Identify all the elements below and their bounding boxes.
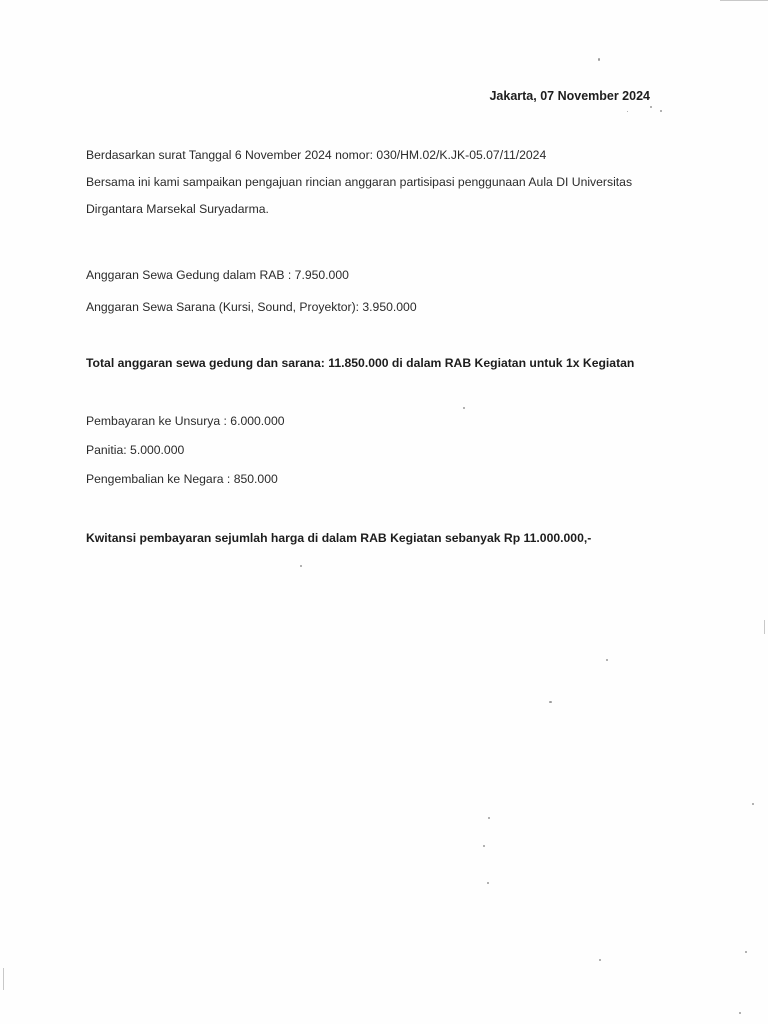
scan-speck [487,882,489,884]
letter-place-date: Jakarta, 07 November 2024 [489,89,650,103]
intro-paragraph [86,142,646,223]
scan-speck [549,701,552,703]
payment-line-state-refund: Pengembalian ke Negara : 850.000 [86,472,278,486]
payment-line-committee: Panitia: 5.000.000 [86,443,185,457]
intro-line-reference: Berdasarkan surat Tanggal 6 November 2024 nomor: 030/HM.02/K.JK-05.07/11/2024 [86,148,547,162]
budget-list [86,262,417,326]
scan-speck [660,110,662,112]
receipt-statement: Kwitansi pembayaran sejumlah harga di dalam RAB Kegiatan sebanyak Rp 11.000.000,- [86,531,592,545]
payment-breakdown-list [86,408,285,495]
scan-speck [599,959,601,961]
scan-speck [463,407,465,409]
scan-speck [300,565,302,567]
scan-speck [483,845,485,847]
intro-line-university: Dirgantara Marsekal Suryadarma. [86,202,269,216]
scan-speck [752,803,754,805]
scan-edge-mark [3,968,4,990]
scan-speck [627,111,628,112]
budget-line-facilities: Anggaran Sewa Sarana (Kursi, Sound, Proyektor): 3.950.000 [86,300,417,314]
scan-edge-mark [720,0,768,1]
scan-speck [606,659,608,661]
scan-edge-mark [764,620,765,634]
intro-line-submission: Bersama ini kami sampaikan pengajuan rincian anggaran partisipasi penggunaan Aula DI Universitas [86,175,633,189]
scan-speck [598,58,600,61]
scan-speck [739,1012,741,1014]
budget-line-building: Anggaran Sewa Gedung dalam RAB : 7.950.000 [86,268,349,282]
scan-speck [650,106,652,108]
total-budget-statement: Total anggaran sewa gedung dan sarana: 11.850.000 di dalam RAB Kegiatan untuk 1x Kegiatan [86,356,635,370]
scan-speck [488,817,490,819]
payment-line-unsurya: Pembayaran ke Unsurya : 6.000.000 [86,414,285,428]
scan-speck [745,951,747,953]
